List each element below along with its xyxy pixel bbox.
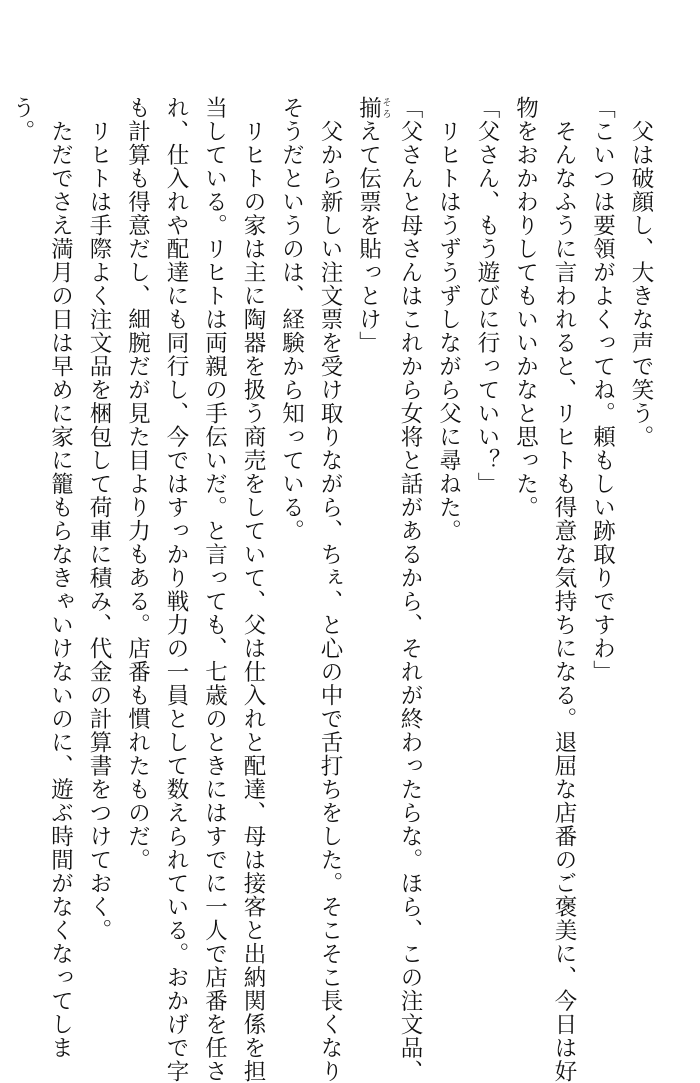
text-line-10: そうだというのは、経験から知っている。 — [278, 96, 305, 543]
text-line-3: そんなふうに言われると、リヒトも得意な気持ちになる。退屈な店番のご褒美に、今日は好 — [551, 96, 577, 1083]
ruby-line-rest: えて伝票を貼っとけ」 — [355, 119, 382, 355]
text-line-9: 父から新しい注文票を受け取りながら、ちぇ、と心の中で舌打ちをした。そこそこ長くなり — [317, 96, 343, 1083]
text-line-1: 父は破顔し、大きな声で笑う。 — [628, 96, 654, 449]
text-line-5: 「父さん、もう遊びに行っていい？」 — [474, 96, 500, 496]
ruby-base: 揃 — [355, 96, 382, 120]
text-line-11: リヒトの家は主に陶器を扱う商売をしていて、父は仕入れと配達、母は接客と出納関係を担 — [240, 96, 266, 1083]
text-line-12: 当している。リヒトは両親の手伝いだ。と言っても、七歳のときにはすでに一人で店番を任さ — [201, 96, 228, 1083]
vertical-text-body — [3, 96, 661, 1083]
text-line-14: も計算も得意だし、細腕だが見た目より力もある。店番も慣れたものだ。 — [124, 96, 151, 872]
ruby-reading: そろ — [380, 96, 391, 120]
text-line-4: 物をおかわりしてもいいかなと思った。 — [512, 96, 539, 519]
text-line-2: 「こいつは要領がよくってね。頼もしい跡取りですわ」 — [589, 96, 616, 684]
text-line-15: リヒトは手際よく注文品を梱包して荷車に積み、代金の計算書をつけておく。 — [86, 96, 112, 942]
text-line-16: ただでさえ満月の日は早めに家に籠もらなきゃいけないのに、遊ぶ時間がなくなってしま — [47, 96, 74, 1060]
text-line-7: 「父さんと母さんはこれから女将と話があるから、それが終わったらな。ほら、この注文品、 — [397, 96, 423, 1083]
ruby-annotation — [355, 96, 391, 120]
text-line-6: リヒトはうずうずしながら父に尋ねた。 — [435, 96, 462, 543]
text-line-17: う。 — [9, 96, 35, 143]
text-line-13: れ、仕入れや配達にも同行し、今ではすっかり戦力の一員として数えられている。おかげで字 — [163, 96, 189, 1083]
text-line-8 — [349, 96, 391, 966]
